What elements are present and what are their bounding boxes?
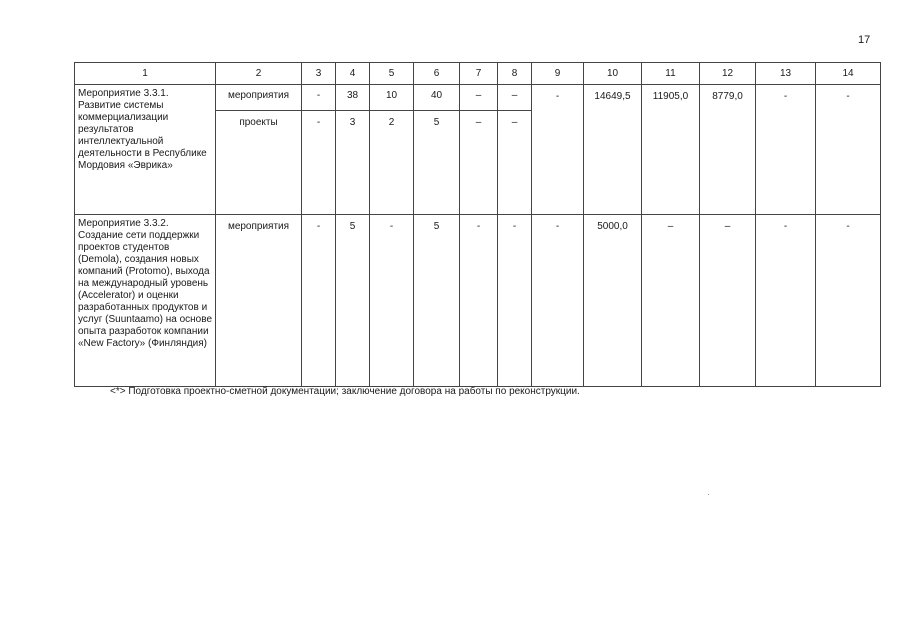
value-cell: - — [302, 215, 336, 387]
value-cell: 3 — [336, 111, 370, 215]
header-cell: 9 — [532, 63, 584, 85]
header-cell: 8 — [498, 63, 532, 85]
value-cell: - — [302, 111, 336, 215]
header-cell: 10 — [584, 63, 642, 85]
value-cell: 10 — [370, 85, 414, 111]
header-cell: 5 — [370, 63, 414, 85]
unit-cell: проекты — [216, 111, 302, 215]
value-cell: 5000,0 — [584, 215, 642, 387]
header-cell: 4 — [336, 63, 370, 85]
header-cell: 11 — [642, 63, 700, 85]
value-cell: 40 — [414, 85, 460, 111]
header-row — [75, 63, 881, 85]
value-cell: - — [816, 215, 881, 387]
value-cell: 8779,0 — [700, 85, 756, 215]
value-cell: 5 — [414, 215, 460, 387]
value-cell: 5 — [336, 215, 370, 387]
header-cell: 3 — [302, 63, 336, 85]
value-cell: 11905,0 — [642, 85, 700, 215]
header-cell: 12 — [700, 63, 756, 85]
value-cell: – — [460, 85, 498, 111]
value-cell: – — [460, 111, 498, 215]
header-cell: 14 — [816, 63, 881, 85]
value-cell: - — [532, 85, 584, 215]
unit-cell: мероприятия — [216, 215, 302, 387]
table-row — [75, 215, 881, 387]
value-cell: – — [498, 111, 532, 215]
value-cell: - — [370, 215, 414, 387]
value-cell: 2 — [370, 111, 414, 215]
header-cell: 2 — [216, 63, 302, 85]
value-cell: - — [498, 215, 532, 387]
value-cell: – — [700, 215, 756, 387]
value-cell: - — [532, 215, 584, 387]
table-row — [75, 85, 881, 111]
value-cell: - — [460, 215, 498, 387]
activity-description: Мероприятие 3.3.2. Создание сети поддержки проектов студентов (Demola), создания новых компаний (Protomo), выхода на международный уровень (Accelerator) и оценки разработанных продуктов и услуг (Suuntaamo) на основе опыта разработок компании «New Factory» (Финляндия) — [75, 215, 216, 387]
value-cell: - — [756, 215, 816, 387]
activity-description: Мероприятие 3.3.1. Развитие системы коммерциализации результатов интеллектуальной деятельности в Республике Мордовия «Эврика» — [75, 85, 216, 215]
header-cell: 1 — [75, 63, 216, 85]
header-cell: 6 — [414, 63, 460, 85]
value-cell: – — [642, 215, 700, 387]
value-cell: 5 — [414, 111, 460, 215]
header-cell: 7 — [460, 63, 498, 85]
value-cell: - — [756, 85, 816, 215]
value-cell: - — [816, 85, 881, 215]
value-cell: 14649,5 — [584, 85, 642, 215]
page-number: 17 — [858, 34, 871, 46]
header-cell: 13 — [756, 63, 816, 85]
scan-speck — [708, 494, 709, 495]
value-cell: – — [498, 85, 532, 111]
value-cell: - — [302, 85, 336, 111]
value-cell: 38 — [336, 85, 370, 111]
footnote: <*> Подготовка проектно-сметной документации; заключение договора на работы по реконструкции. — [110, 386, 580, 397]
activities-table — [74, 62, 881, 387]
unit-cell: мероприятия — [216, 85, 302, 111]
